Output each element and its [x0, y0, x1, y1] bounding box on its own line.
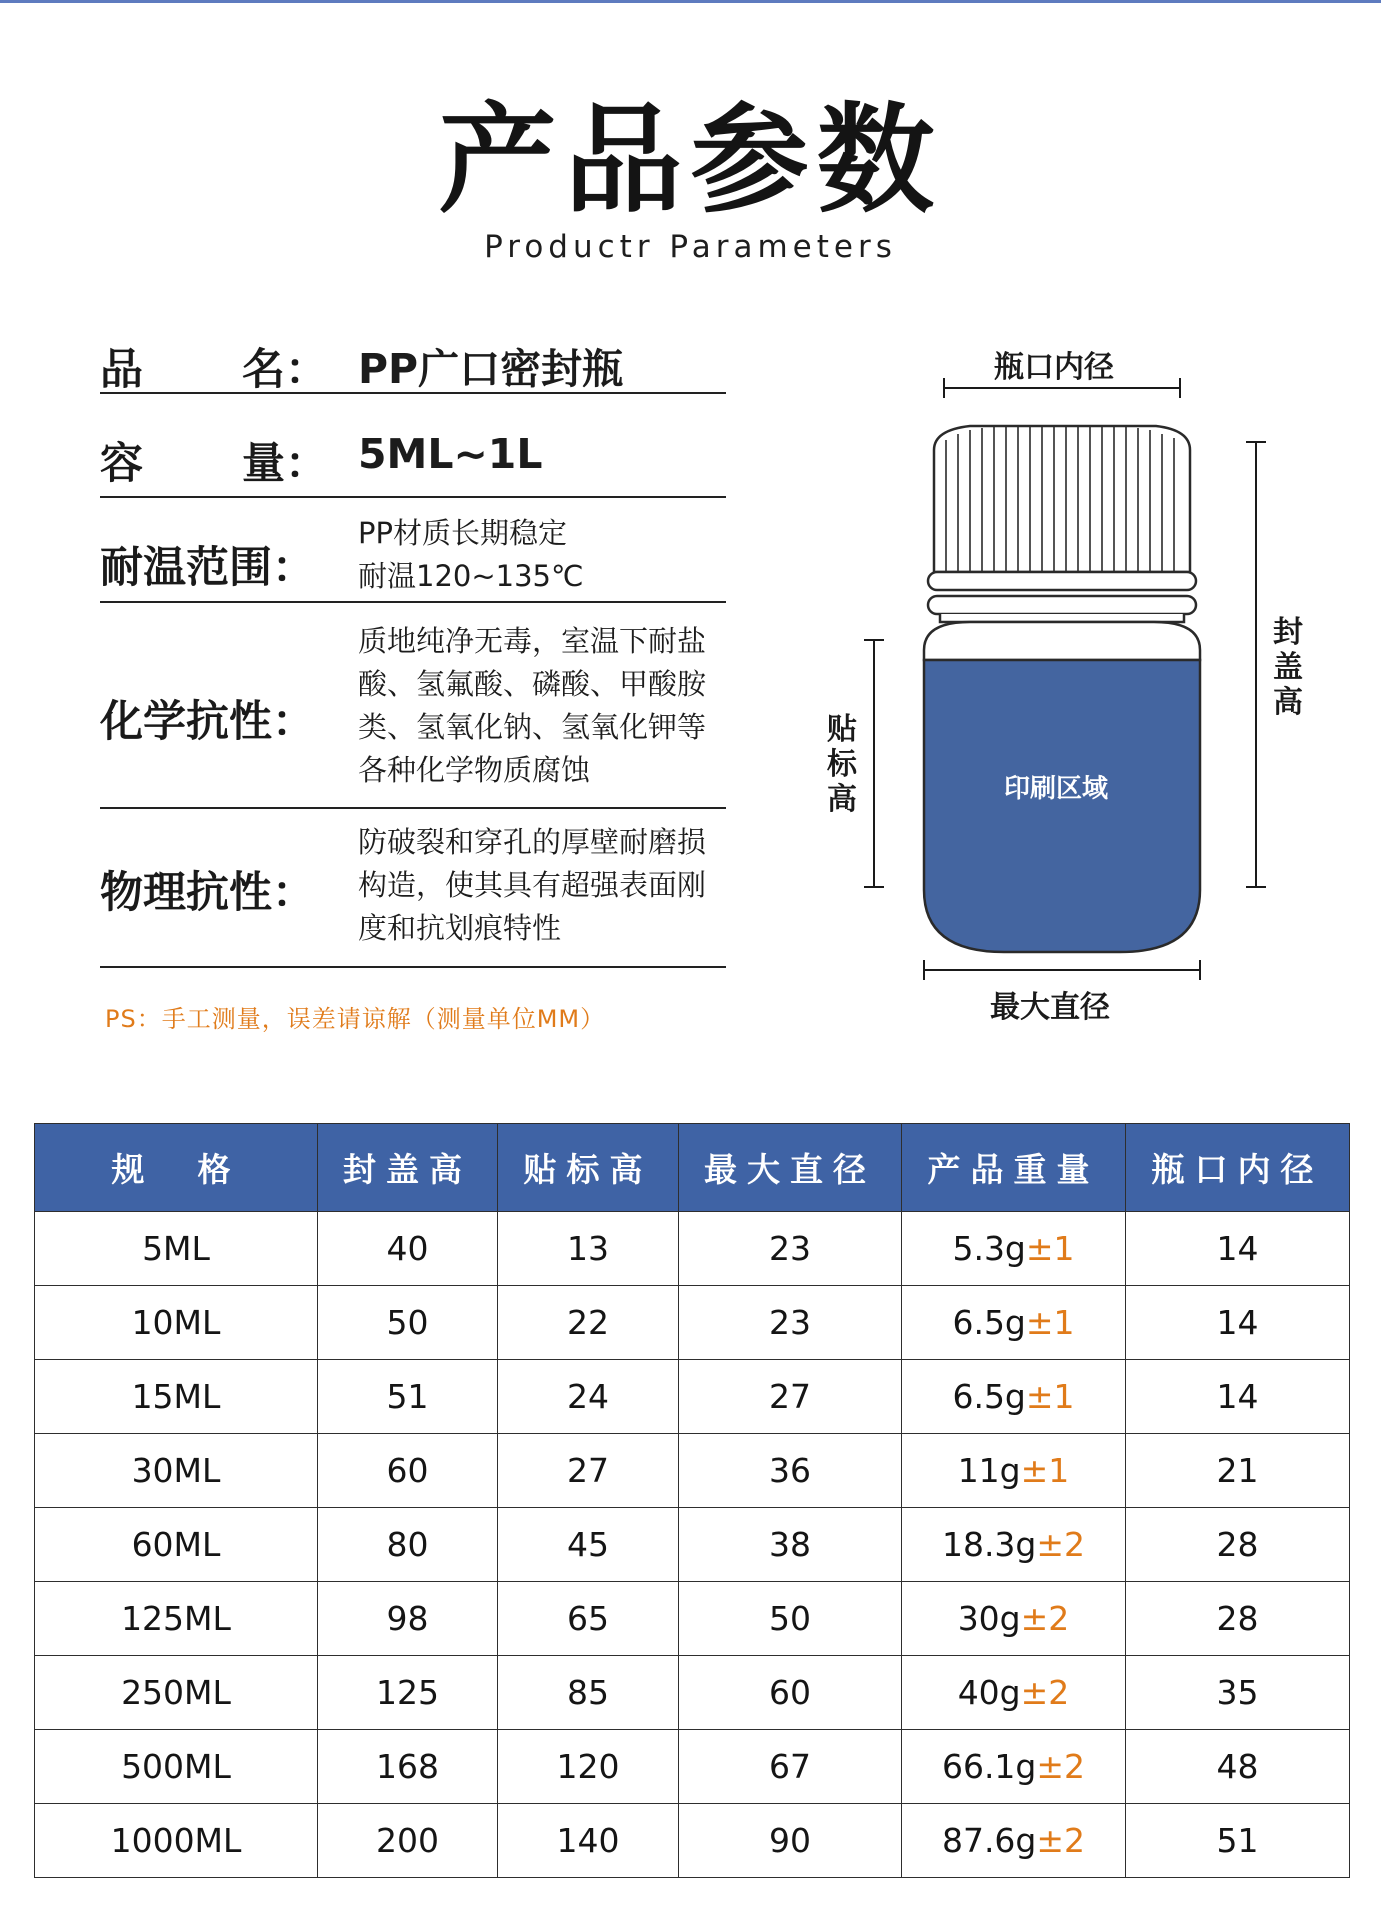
cell-weight [902, 1286, 1126, 1360]
desc-line: 防破裂和穿孔的厚壁耐磨损 [358, 825, 707, 859]
weight-tolerance: ±2 [1020, 1599, 1070, 1638]
desc-line: PP材质长期稳定 [358, 516, 567, 550]
cell-spec: 500ML [35, 1730, 318, 1804]
table-row [35, 1508, 1350, 1582]
desc-line: 构造，使其具有超强表面刚 [358, 868, 707, 902]
desc-line: 耐温120~135℃ [358, 559, 584, 593]
cell-weight [902, 1508, 1126, 1582]
cell-spec: 60ML [35, 1508, 318, 1582]
cell-label-height: 45 [498, 1508, 679, 1582]
max-diameter-dimension-line [924, 960, 1200, 980]
spec-value-capacity: 5ML~1L [358, 430, 543, 478]
cell-mouth-diameter: 28 [1126, 1582, 1350, 1656]
cell-spec: 1000ML [35, 1804, 318, 1878]
spec-desc-chemical [358, 620, 706, 792]
spec-label-capacity-b: 量： [242, 439, 328, 489]
spec-label-temperature: 耐温范围： [100, 543, 315, 593]
cell-weight [902, 1212, 1126, 1286]
bottle-neck-rings [928, 572, 1196, 622]
weight-value: 40g [957, 1673, 1021, 1712]
cell-cap-height: 50 [318, 1286, 498, 1360]
cell-mouth-diameter: 14 [1126, 1212, 1350, 1286]
spec-label-name-a: 品 [100, 345, 143, 395]
spec-label-name-b: 名： [242, 345, 328, 395]
weight-tolerance: ±2 [1020, 1673, 1070, 1712]
weight-value: 18.3g [941, 1525, 1037, 1564]
spec-label-physical: 物理抗性： [100, 868, 315, 918]
cell-max-diameter: 23 [679, 1212, 902, 1286]
cell-weight [902, 1434, 1126, 1508]
weight-tolerance: ±1 [1025, 1229, 1075, 1268]
header-weight: 产品重量 [902, 1124, 1126, 1212]
cell-mouth-diameter: 51 [1126, 1804, 1350, 1878]
page-subtitle: Productr Parameters [484, 229, 897, 265]
mouth-diameter-label: 瓶口内径 [994, 350, 1114, 385]
spec-row-capacity [100, 418, 726, 498]
cell-weight [902, 1582, 1126, 1656]
cell-mouth-diameter: 21 [1126, 1434, 1350, 1508]
spec-label-capacity-a: 容 [100, 439, 143, 489]
desc-line: 类、氢氧化钠、氢氧化钾等 [358, 710, 707, 744]
cell-spec: 10ML [35, 1286, 318, 1360]
cell-label-height: 13 [498, 1212, 679, 1286]
top-border-line [0, 0, 1381, 3]
cell-max-diameter: 36 [679, 1434, 902, 1508]
label-height-label [824, 712, 860, 817]
cell-max-diameter: 50 [679, 1582, 902, 1656]
cell-max-diameter: 90 [679, 1804, 902, 1878]
label-height-dimension-line [864, 640, 884, 887]
spec-row-physical [100, 815, 726, 968]
weight-tolerance: ±2 [1036, 1821, 1086, 1860]
max-diameter-label: 最大直径 [990, 990, 1110, 1025]
cell-mouth-diameter: 14 [1126, 1286, 1350, 1360]
cell-mouth-diameter: 35 [1126, 1656, 1350, 1730]
spec-value-name: PP广口密封瓶 [358, 345, 624, 393]
cell-cap-height: 80 [318, 1508, 498, 1582]
char: 贴 [827, 712, 857, 747]
cell-label-height: 140 [498, 1804, 679, 1878]
cell-weight [902, 1360, 1126, 1434]
cell-mouth-diameter: 48 [1126, 1730, 1350, 1804]
spec-row-chemical [100, 620, 726, 809]
bottle-body [924, 660, 1200, 952]
cell-weight [902, 1656, 1126, 1730]
cell-label-height: 27 [498, 1434, 679, 1508]
print-area-label: 印刷区域 [1004, 774, 1109, 804]
weight-value: 30g [957, 1599, 1021, 1638]
table-row [35, 1360, 1350, 1434]
cell-max-diameter: 67 [679, 1730, 902, 1804]
table-row [35, 1656, 1350, 1730]
cell-label-height: 24 [498, 1360, 679, 1434]
spec-table [34, 1123, 1350, 1878]
weight-value: 6.5g [952, 1377, 1026, 1416]
cell-cap-height: 168 [318, 1730, 498, 1804]
cell-cap-height: 200 [318, 1804, 498, 1878]
spec-label-chemical: 化学抗性： [100, 697, 315, 747]
weight-tolerance: ±1 [1025, 1377, 1075, 1416]
weight-value: 6.5g [952, 1303, 1026, 1342]
table-header-row [35, 1124, 1350, 1212]
bottle-diagram [820, 330, 1303, 1050]
spec-desc-temperature [358, 512, 584, 598]
cell-max-diameter: 23 [679, 1286, 902, 1360]
cell-cap-height: 98 [318, 1582, 498, 1656]
weight-tolerance: ±2 [1036, 1747, 1086, 1786]
cell-weight [902, 1730, 1126, 1804]
cell-cap-height: 125 [318, 1656, 498, 1730]
cap-height-label [1270, 615, 1306, 720]
desc-line: 酸、氢氟酸、磷酸、甲酸胺 [358, 667, 707, 701]
table-row [35, 1730, 1350, 1804]
weight-value: 66.1g [941, 1747, 1037, 1786]
char: 标 [827, 747, 857, 782]
cell-cap-height: 51 [318, 1360, 498, 1434]
cell-weight [902, 1804, 1126, 1878]
header-label-height: 贴标高 [498, 1124, 679, 1212]
cell-max-diameter: 60 [679, 1656, 902, 1730]
cell-label-height: 85 [498, 1656, 679, 1730]
char: 高 [827, 782, 857, 817]
cap-height-dimension-line [1246, 442, 1266, 887]
cell-mouth-diameter: 28 [1126, 1508, 1350, 1582]
weight-value: 11g [957, 1451, 1021, 1490]
cell-spec: 125ML [35, 1582, 318, 1656]
cell-spec: 5ML [35, 1212, 318, 1286]
spec-row-temperature [100, 512, 726, 603]
weight-value: 5.3g [952, 1229, 1026, 1268]
spec-row-name [100, 322, 726, 394]
cell-cap-height: 60 [318, 1434, 498, 1508]
table-row [35, 1212, 1350, 1286]
table-row [35, 1804, 1350, 1878]
table-row [35, 1582, 1350, 1656]
header-mouth-diameter: 瓶口内径 [1126, 1124, 1350, 1212]
cell-cap-height: 40 [318, 1212, 498, 1286]
header-max-diameter: 最大直径 [679, 1124, 902, 1212]
cell-max-diameter: 27 [679, 1360, 902, 1434]
cell-mouth-diameter: 14 [1126, 1360, 1350, 1434]
header-cap-height: 封盖高 [318, 1124, 498, 1212]
desc-line: 质地纯净无毒，室温下耐盐 [358, 624, 707, 658]
weight-tolerance: ±1 [1025, 1303, 1075, 1342]
desc-line: 各种化学物质腐蚀 [358, 753, 591, 787]
cell-label-height: 22 [498, 1286, 679, 1360]
table-row [35, 1286, 1350, 1360]
cell-spec: 30ML [35, 1434, 318, 1508]
measurement-note: PS：手工测量，误差请谅解（测量单位MM） [105, 1005, 606, 1033]
table-row [35, 1434, 1350, 1508]
cell-max-diameter: 38 [679, 1508, 902, 1582]
cell-label-height: 120 [498, 1730, 679, 1804]
char: 高 [1273, 685, 1303, 720]
page-title: 产品参数 [438, 91, 943, 229]
header-spec: 规 格 [35, 1124, 318, 1212]
cell-label-height: 65 [498, 1582, 679, 1656]
char: 盖 [1273, 650, 1303, 685]
weight-tolerance: ±1 [1020, 1451, 1070, 1490]
char: 封 [1273, 615, 1303, 650]
weight-value: 87.6g [941, 1821, 1037, 1860]
cell-spec: 15ML [35, 1360, 318, 1434]
weight-tolerance: ±2 [1036, 1525, 1086, 1564]
desc-line: 度和抗划痕特性 [358, 911, 562, 945]
bottle-shoulder [924, 622, 1200, 660]
spec-desc-physical [358, 821, 706, 950]
bottle-cap [934, 426, 1190, 572]
cell-spec: 250ML [35, 1656, 318, 1730]
bottle-drawing [820, 330, 1290, 1050]
